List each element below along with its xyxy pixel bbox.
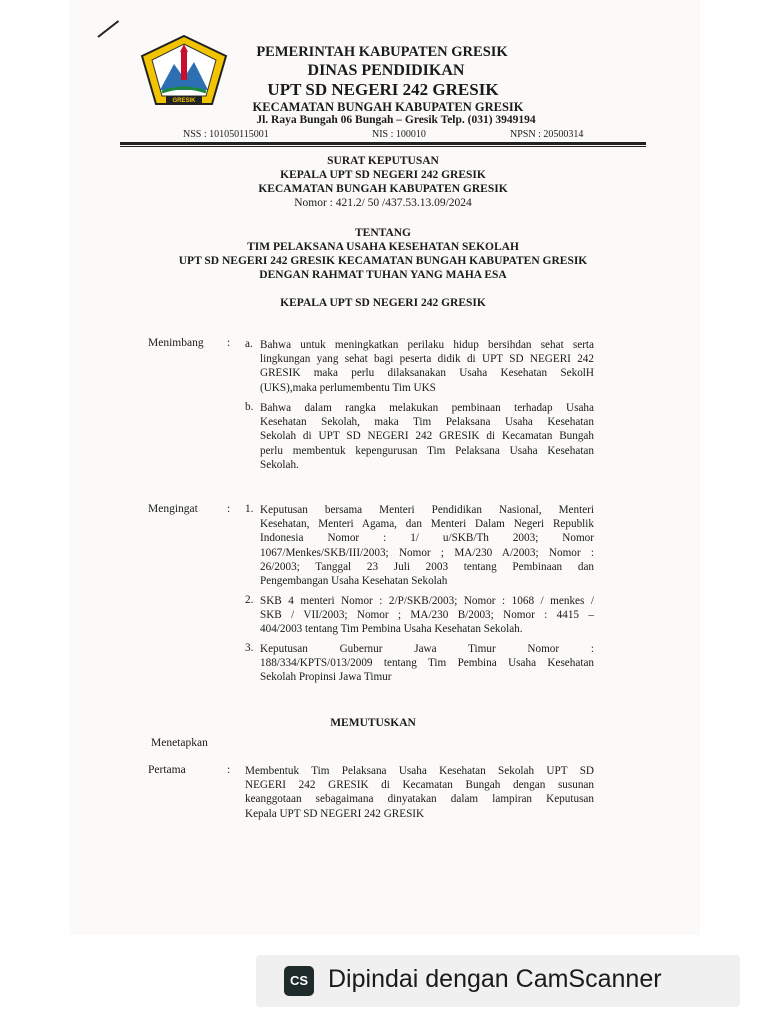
menimbang-label: Menimbang: [148, 337, 204, 349]
text-line: SKB 4 menteri Nomor : 2/P/SKB/2003; Nomor : 1068 / menkes /: [260, 595, 594, 607]
text-line: perlu membentuk kepengurusan Tim Pelaksana Usaha Kesehatan: [260, 444, 594, 457]
menimbang-colon: :: [227, 337, 231, 349]
pertama-colon: :: [227, 764, 231, 776]
text-line: Bahwa dalam rangka melakukan pembinaan terhadap Usaha: [260, 402, 594, 414]
text-line: 188/334/KPTS/013/2009 tentang Tim Pembina Usaha Kesehatan: [260, 657, 594, 670]
header-district: KECAMATAN BUNGAH KABUPATEN GRESIK: [252, 100, 524, 114]
mengingat-2-number: 2.: [245, 594, 254, 606]
text-line: 404/2003 tentang Tim Pembina Usaha Kesehatan Sekolah.: [260, 623, 523, 636]
text-line: Sekolah Propinsi Jawa Timur: [260, 671, 392, 684]
text-line: (UKS),maka perlumembentu Tim UKS: [260, 381, 436, 394]
logo-text: GRESIK: [172, 98, 196, 104]
text-line: Indonesia Nomor : 1/ u/SKB/Th 2003; Nomor: [260, 532, 594, 545]
mengingat-1-number: 1.: [245, 503, 254, 515]
text-line: Kesehatan, Menteri Agama, dan Menteri Dalam Negeri Republik: [260, 518, 594, 531]
text-line: Sekolah.: [260, 458, 299, 471]
text-line: Bahwa untuk meningkatkan perilaku hidup bersihdan sehat serta: [260, 339, 594, 351]
pertama-label: Pertama: [148, 764, 186, 776]
text-line: keanggotaan sebagaimana dinyatakan dalam lampiran Keputusan: [245, 793, 594, 806]
text-line: 1067/Menkes/SKB/III/2003; Nomor ; MA/230 A/2003; Nomor :: [260, 546, 594, 559]
pertama-text: [245, 764, 594, 821]
mengingat-3-number: 3.: [245, 642, 254, 654]
title-line-1: SURAT KEPUTUSAN: [327, 155, 439, 167]
decree-number: Nomor : 421.2/ 50 /437.53.13.09/2024: [294, 197, 472, 209]
mengingat-2-text: [260, 594, 594, 637]
header-nis: NIS : 100010: [372, 129, 426, 140]
header-department: DINAS PENDIDIKAN: [307, 62, 465, 79]
text-line: Pengembangan Usaha Kesehatan Sekolah: [260, 575, 448, 588]
header-address: Jl. Raya Bungah 06 Bungah – Gresik Telp. (031) 3949194: [256, 114, 536, 126]
tentang-line-1: TIM PELAKSANA USAHA KESEHATAN SEKOLAH: [247, 241, 519, 253]
text-line: GRESIK maka perlu dilaksanakan Usaha Kesehatan SekolH: [260, 367, 594, 380]
camscanner-icon: CS: [284, 966, 314, 996]
text-line: 26/2003; Tanggal 23 Juli 2003 tentang Pembinaan dan: [260, 560, 594, 573]
header-school: UPT SD NEGERI 242 GRESIK: [267, 80, 499, 99]
header-npsn: NPSN : 20500314: [510, 129, 584, 140]
text-line: NEGERI 242 GRESIK di Kecamatan Bungah dengan susunan: [245, 779, 594, 792]
mengingat-colon: :: [227, 503, 231, 515]
tentang-line-2: UPT SD NEGERI 242 GRESIK KECAMATAN BUNGAH KABUPATEN GRESIK: [178, 255, 588, 267]
mengingat-label: Mengingat: [148, 503, 198, 515]
mengingat-3-text: [260, 642, 594, 685]
menetapkan-label: Menetapkan: [151, 737, 208, 749]
text-line: lingkungan yang sehat bagi peserta didik di UPT SD NEGERI 242: [260, 353, 594, 366]
header-divider-thin: [120, 146, 646, 147]
text-line: Sekolah di UPT SD NEGERI 242 GRESIK di Kecamatan Bungah: [260, 430, 594, 443]
text-line: Kesehatan Sekolah, maka Tim Pelaksana Usaha Kesehatan: [260, 416, 594, 429]
header-divider-thick: [120, 142, 646, 145]
mengingat-1-text: [260, 503, 594, 588]
text-line: Kepala UPT SD NEGERI 242 GRESIK: [245, 807, 425, 820]
text-line: SKB / VII/2003; Nomor ; MA/230 B/2003; Nomor : 4415 –: [260, 609, 594, 622]
camscanner-watermark: [256, 955, 740, 1007]
camscanner-text: Dipindai dengan CamScanner: [328, 965, 662, 993]
menimbang-a-text: [260, 338, 594, 395]
tentang-label: TENTANG: [354, 227, 412, 239]
text-line: Keputusan bersama Menteri Pendidikan Nasional, Menteri: [260, 504, 594, 516]
tentang-line-3: DENGAN RAHMAT TUHAN YANG MAHA ESA: [259, 269, 507, 281]
text-line: Keputusan Gubernur Jawa Timur Nomor :: [260, 643, 594, 655]
title-line-2: KEPALA UPT SD NEGERI 242 GRESIK: [280, 169, 486, 181]
text-line: Membentuk Tim Pelaksana Usaha Kesehatan Sekolah UPT SD: [245, 765, 594, 777]
gresik-emblem-logo: [140, 34, 228, 110]
title-line-3: KECAMATAN BUNGAH KABUPATEN GRESIK: [258, 183, 508, 195]
header-nss: NSS : 101050115001: [183, 129, 269, 140]
header-government: PEMERINTAH KABUPATEN GRESIK: [256, 44, 508, 60]
memutuskan-heading: MEMUTUSKAN: [330, 717, 416, 729]
menimbang-b-text: [260, 401, 594, 472]
kepala-heading: KEPALA UPT SD NEGERI 242 GRESIK: [280, 297, 486, 309]
menimbang-a-number: a.: [245, 338, 253, 350]
menimbang-b-number: b.: [245, 401, 254, 413]
